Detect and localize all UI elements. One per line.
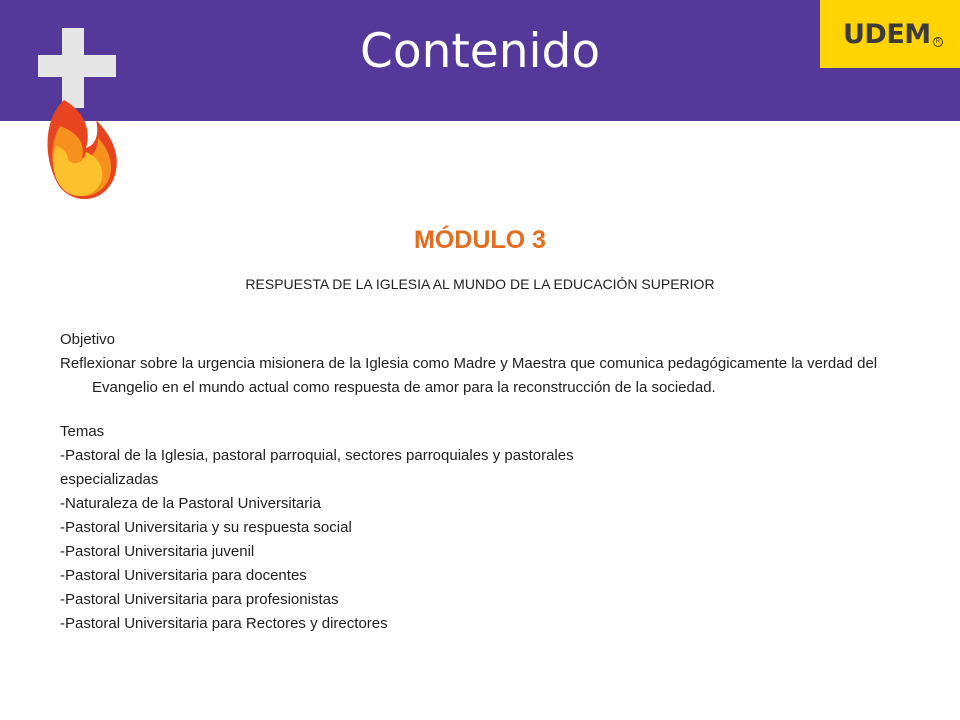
objective-label: Objetivo — [60, 331, 116, 348]
topic-item: -Pastoral Universitaria para profesionistas — [60, 591, 339, 608]
topic-item: -Pastoral Universitaria para docentes — [60, 567, 307, 584]
spacer — [60, 400, 910, 420]
module-title: MÓDULO 3 — [414, 226, 546, 254]
module-subtitle: RESPUESTA DE LA IGLESIA AL MUNDO DE LA EDUCACIÓN SUPERIOR — [245, 276, 715, 292]
topic-item: -Pastoral Universitaria y su respuesta social — [60, 519, 352, 536]
cross-flame-icon — [34, 28, 124, 208]
topic-item: -Pastoral Universitaria juvenil — [60, 543, 255, 560]
topics-label: Temas — [60, 423, 105, 440]
page-title: Contenido — [360, 24, 601, 79]
topic-item: -Pastoral de la Iglesia, pastoral parroquial, sectores parroquiales y pastorales — [60, 447, 574, 464]
topic-item: -Pastoral Universitaria para Rectores y directores — [60, 615, 388, 632]
topic-item: especializadas — [60, 471, 159, 488]
objective-text: Reflexionar sobre la urgencia misionera de la Iglesia como Madre y Maestra que comunica pedagógicamente la verdad del Evangelio en el mundo actual como respuesta de amor para la reconstrucción de la sociedad. — [60, 355, 878, 396]
content-body — [60, 328, 910, 636]
logo-text: UDEM — [843, 19, 931, 50]
topic-item: -Naturaleza de la Pastoral Universitaria — [60, 495, 321, 512]
registered-mark-icon: R — [933, 37, 943, 47]
